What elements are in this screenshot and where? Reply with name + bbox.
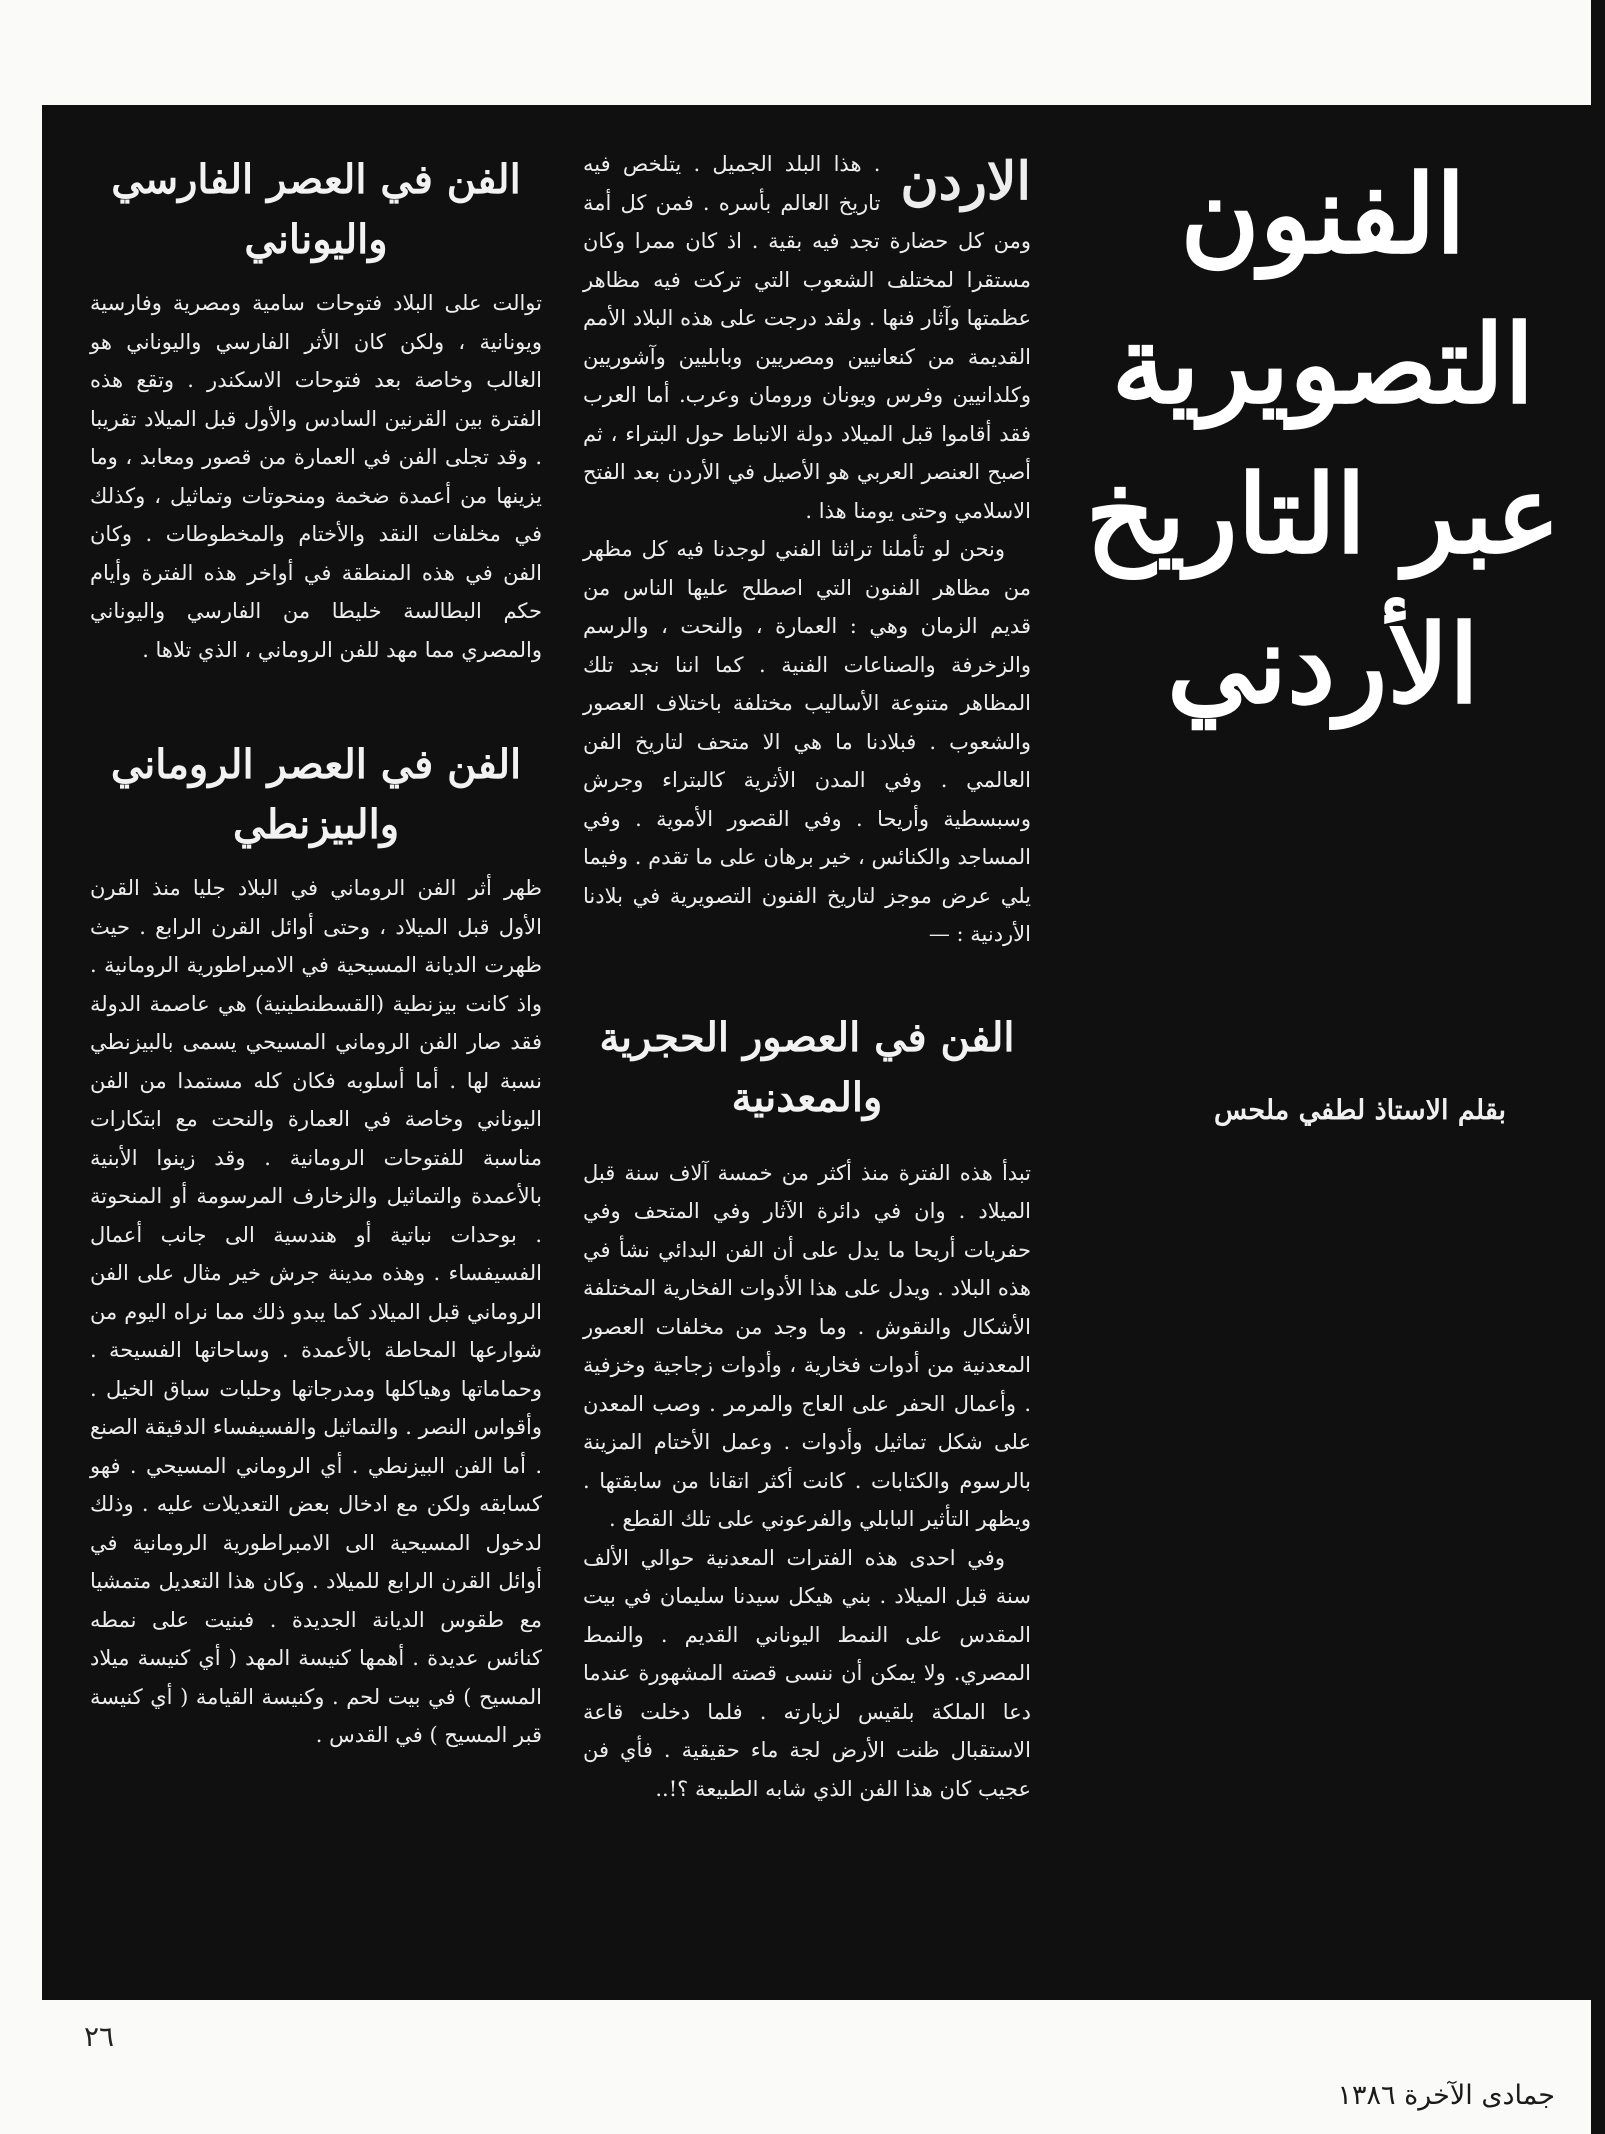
roman-paragraph: ظهر أثر الفن الروماني في البلاد جليا منذ القرن الأول قبل الميلاد ، وحتى أوائل القرن الرابع . حيث ظهرت الديانة المسيحية في الامبراطورية الرومانية . واذ كانت بيزنطية (القسطنطينية) هي عاصمة الدولة فقد صار الفن الروماني المسيحي يسمى بالبيزنطي نسبة لها . أما أسلوبه فكان كله مستمدا من الفن اليوناني وخاصة في العمارة والنحت مع ابتكارات مناسبة للفتوحات الرومانية . وقد زينوا الأبنية بالأعمدة والتماثيل والزخارف المرسومة أو المنحوتة . بوحدات نباتية أو هندسية الى جانب أعمال الفسيفساء . وهذه مدينة جرش خير مثال على الفن الروماني قبل الميلاد كما يبدو ذلك مما نراه اليوم من شوارعها المحاطة بالأعمدة . وساحاتها الفسيحة . وحماماتها وهياكلها ومدرجاتها وحلبات سباق الخيل . وأقواس النصر . والتماثيل والفسيفساء الدقيقة الصنع . أما الفن البيزنطي . أي الروماني المسيحي . فهو كسابقه ولكن مع ادخال بعض التعديلات عليه . وذلك لدخول المسيحية الى الامبراطورية الرومانية في أوائل القرن الرابع للميلاد . وكان هذا التعديل متمشيا مع طقوس الديانة الجديدة . فبنيت على نمطه كنائس عديدة . أهمها كنيسة المهد ( أي كنيسة ميلاد المسيح ) في بيت لحم . وكنيسة القيامة ( أي كنيسة قبر المسيح ) في القدس . [90,876,542,1747]
intro-paragraph: ونحن لو تأملنا تراثنا الفني لوجدنا فيه كل مظهر من مظاهر الفنون التي اصطلح عليها الناس من قديم الزمان وهي : العمارة ، والنحت ، والرسم والزخرفة والصناعات الفنية . كما اننا نجد تلك المظاهر متنوعة الأساليب مختلفة باختلاف العصور والشعوب . فبلادنا ما هي الا متحف لتاريخ الفن العالمي . وفي المدن الأثرية كالبتراء وجرش وسبسطية وأريحا . وفي القصور الأموية . وفي المساجد والكنائس ، خير برهان على ما تقدم . وفيما يلي عرض موجز لتاريخ الفنون التصويرية في بلادنا الأردنية : — [583,537,1031,946]
section-gap [90,669,542,735]
page-edge [1591,0,1605,2134]
title-line: الفنون [1180,152,1466,278]
lead-word: الاردن [900,151,1031,212]
intro-paragraph [583,145,1031,530]
title-line: التصويرية [1111,302,1535,428]
section-heading-stone: الفن في العصور الحجرية والمعدنية [599,1013,1015,1121]
article-title [1058,140,1588,740]
stone-paragraph: تبدأ هذه الفترة منذ أكثر من خمسة آلاف سنة قبل الميلاد . وان في دائرة الآثار وفي المتحف وفي حفريات أريحا ما يدل على أن الفن البدائي نشأ في هذه البلاد . ويدل على هذا الأدوات الفخارية المختلفة الأشكال والنقوش . وما وجد من مخلفات العصور المعدنية من أدوات فخارية ، وأدوات زجاجية وخزفية . وأعمال الحفر على العاج والمرمر . وصب المعدن على شكل تماثيل وأدوات . وعمل الأختام المزينة بالرسوم والكتابات . كانت أكثر اتقانا من سابقتها . ويظهر التأثير البابلي والفرعوني على تلك القطع . [583,1160,1031,1531]
section-heading-persian: الفن في العصر الفارسي واليوناني [111,156,521,263]
author-byline: بقلم الاستاذ لطفي ملحس [1214,1095,1506,1126]
persian-paragraph: توالت على البلاد فتوحات سامية ومصرية وفارسية ويونانية ، ولكن كان الأثر الفارسي واليوناني هو الغالب وخاصة بعد فتوحات الاسكندر . وتقع هذه الفترة بين القرنين السادس والأول قبل الميلاد تقريبا . وقد تجلى الفن في العمارة من قصور ومعابد ، وما يزينها من أعمدة ضخمة ومنحوتات وتماثيل ، وكذلك في مخلفات النقد والأختام والمخطوطات . وكان الفن في هذه المنطقة في أواخر هذه الفترة وأيام حكم البطالسة خليطا من الفارسي واليوناني والمصري مما مهد للفن الروماني ، الذي تلاها . [90,291,542,662]
title-line: الأردني [1167,602,1479,728]
page-number: ٢٦ [84,2020,115,2053]
left-column [90,150,542,1755]
issue-date: جمادى الآخرة ١٣٨٦ [1337,2080,1555,2111]
intro-text: . هذا البلد الجميل . يتلخص فيه تاريخ العالم بأسره . فمن كل أمة ومن كل حضارة تجد فيه بقية . اذ كان ممرا وكان مستقرا لمختلف الشعوب التي تركت فيه مظاهر عظمتها وآثار فنها . ولقد درجت على هذه البلاد الأمم القديمة من كنعانيين ومصريين وبابليين وآشوريين وكلدانيين وفرس ويونان ورومان وعرب. أما العرب فقد أقاموا قبل الميلاد دولة الانباط حول البتراء ، ثم أصبح العنصر العربي هو الأصيل في الأردن بعد الفتح الاسلامي وحتى يومنا هذا . [583,152,1031,523]
stone-paragraph: وفي احدى هذه الفترات المعدنية حوالي الألف سنة قبل الميلاد . بني هيكل سيدنا سليمان في بيت المقدس على النمط اليوناني القديم . والنمط المصري. ولا يمكن أن ننسى قصته المشهورة عندما دعا الملكة بلقيس لزيارته . فلما دخلت قاعة الاستقبال ظنت الأرض لجة ماء حقيقية . فأي فن عجيب كان هذا الفن الذي شابه الطبيعة ؟!.. [583,1545,1031,1801]
section-heading-roman: الفن في العصر الروماني والبيزنطي [110,741,522,848]
intro-column [583,145,1031,1808]
title-line: عبر التاريخ [1085,452,1561,578]
